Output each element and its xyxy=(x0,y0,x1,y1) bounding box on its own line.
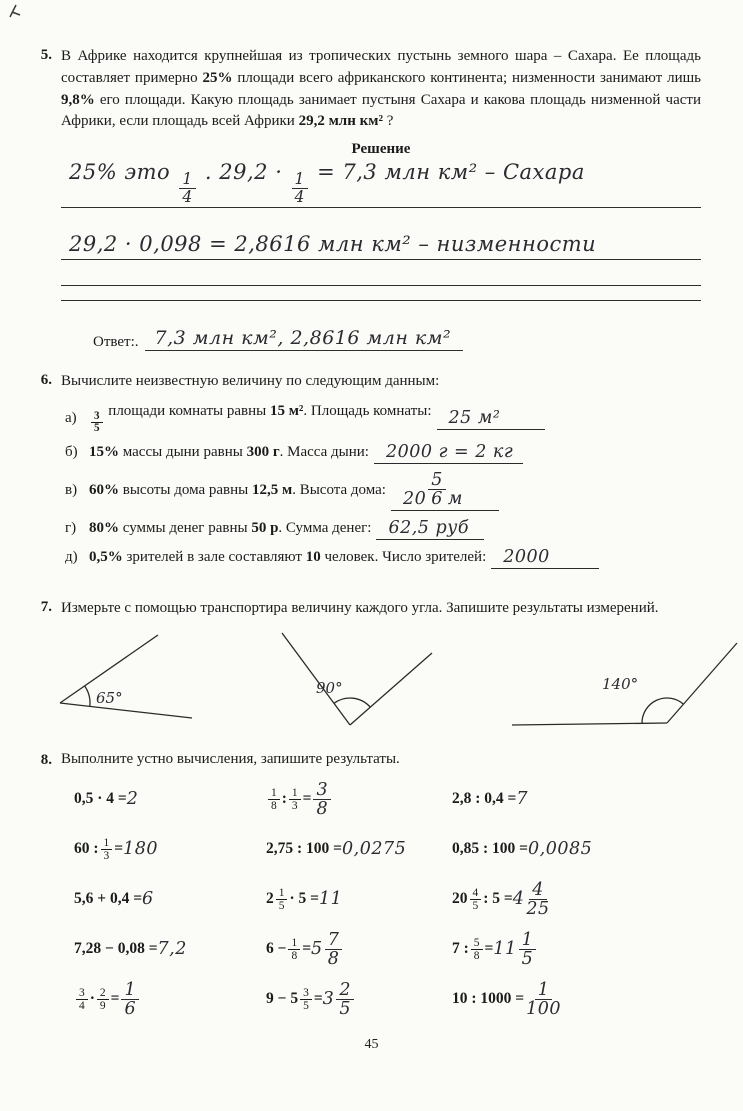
handwritten-solution-line-1 xyxy=(69,160,585,205)
math-expression xyxy=(266,924,452,974)
printed-text: : 5 = xyxy=(483,890,513,908)
math-expression xyxy=(266,874,452,924)
fraction: $\frac{3}{5}$ xyxy=(91,411,103,435)
handwritten-text: 11 xyxy=(493,939,517,960)
printed-text: его площади. Какую площадь занимает пустыня Сахара и какова площадь низменной части Африки, если площадь всей Африки xyxy=(61,91,701,130)
fraction: $\frac{5}{6}$ xyxy=(428,471,446,509)
printed-text: 25% xyxy=(202,69,233,86)
solution-heading: Решение xyxy=(351,141,411,157)
math-expression xyxy=(452,874,701,924)
handwritten-text: 0,0275 xyxy=(342,839,407,860)
item-statement xyxy=(89,549,486,566)
fraction: $\frac{2}{5}$ xyxy=(336,981,354,1019)
handwritten-answer-field xyxy=(437,408,545,430)
fraction: $\frac{1}{5}$ xyxy=(519,931,537,969)
problem-7 xyxy=(30,598,701,620)
printed-text: 9 − 5 xyxy=(266,990,299,1008)
printed-text: 300 г xyxy=(246,444,280,461)
angle-1-measure: 65° xyxy=(96,689,123,708)
math-expression xyxy=(74,774,266,824)
answer-row xyxy=(61,327,701,351)
problem-7-title: Измерьте с помощью транспортира величину каждого угла. Запишите результаты измерений. xyxy=(61,599,659,616)
math-expression xyxy=(74,974,266,1024)
handwritten-text: 7,3 млн км², 2,8616 млн км² xyxy=(154,327,452,350)
printed-text: = xyxy=(313,990,323,1008)
problem-5-number: 5. xyxy=(40,47,52,63)
handwritten-text: 3 xyxy=(322,989,335,1010)
handwritten-text: 4 xyxy=(512,889,525,910)
item-statement xyxy=(89,403,432,435)
handwritten-text: 0,0085 xyxy=(528,839,593,860)
problem-5-text xyxy=(61,46,701,133)
printed-text: высоты дома равны xyxy=(119,482,252,499)
handwritten-text: м xyxy=(447,488,463,509)
problem-8-title: Выполните устно вычисления, запишите результаты. xyxy=(61,751,400,768)
angle-2-measure: 90° xyxy=(316,679,343,698)
fraction: $\frac{1}{8}$ xyxy=(268,787,280,812)
printed-text: 6 − xyxy=(266,940,287,958)
problem-5 xyxy=(30,46,701,351)
handwritten-text: 2000 г = 2 кг xyxy=(385,441,514,462)
fraction: $\frac{5}{8}$ xyxy=(471,937,483,962)
handwritten-text: 29,2 · 0,098 = 2,8616 млн км² – низменности xyxy=(69,232,597,257)
printed-text: 80% xyxy=(89,520,119,537)
fraction: $\frac{1}{4}$ xyxy=(179,171,195,205)
printed-text: человек. Число зрителей: xyxy=(320,549,487,566)
angle-3-measure: 140° xyxy=(602,675,639,694)
problem-8-number: 8. xyxy=(40,752,52,769)
fraction: $\frac{2}{9}$ xyxy=(97,987,109,1012)
printed-text: 10 : 1000 = xyxy=(452,990,525,1008)
printed-text: 60 : xyxy=(74,840,99,858)
problem-6-item-a xyxy=(61,403,701,435)
angle-figure-3 xyxy=(512,643,737,725)
math-expression xyxy=(452,774,701,824)
math-expression xyxy=(74,824,266,874)
printed-text: ? xyxy=(382,113,394,130)
problem-6-item-g xyxy=(61,518,701,540)
fraction: $\frac{1}{3}$ xyxy=(289,787,301,812)
handwritten-text: 2 xyxy=(126,789,139,810)
printed-text: 15 м² xyxy=(269,402,304,419)
printed-text: 2 xyxy=(266,890,274,908)
handwritten-answer-field xyxy=(374,442,523,464)
item-label: б) xyxy=(65,444,78,461)
handwritten-text: 62,5 руб xyxy=(388,517,469,538)
problem-6-item-v xyxy=(61,471,701,511)
printed-text: . Сумма денег: xyxy=(278,520,372,537)
item-statement xyxy=(89,482,386,499)
handwritten-solution-line-2 xyxy=(69,232,596,257)
fraction: $\frac{1}{5}$ xyxy=(276,887,288,912)
solution-ruled-line-empty xyxy=(61,286,701,301)
solution-ruled-line-2 xyxy=(61,208,701,260)
handwritten-text: 7,2 xyxy=(157,939,187,960)
fraction: $\frac{1}{6}$ xyxy=(121,981,139,1019)
printed-text: 7 : xyxy=(452,940,469,958)
printed-text: 60% xyxy=(89,482,119,499)
item-label: д) xyxy=(65,549,78,566)
problem-6-item-d xyxy=(61,547,701,569)
problem-8-column-3 xyxy=(452,774,701,1024)
problem-8-grid xyxy=(30,774,701,1024)
angle-figure-2 xyxy=(282,633,432,725)
printed-text: 0,5 · 4 = xyxy=(74,790,127,808)
math-expression xyxy=(266,824,452,874)
printed-text: · xyxy=(89,990,95,1008)
handwritten-text: 180 xyxy=(123,839,159,860)
page-number: 45 xyxy=(364,1037,379,1052)
handwritten-text: 6 xyxy=(142,889,154,910)
problem-7-number: 7. xyxy=(40,598,52,615)
problem-8-column-2 xyxy=(266,774,452,1024)
printed-text: зрителей в зале составляют xyxy=(122,549,306,566)
printed-text: : xyxy=(281,790,287,808)
angle-figure-1 xyxy=(60,635,192,718)
item-label: в) xyxy=(65,482,78,499)
printed-text: = xyxy=(302,940,312,958)
handwritten-text: 2000 xyxy=(503,546,550,567)
printed-text: 9,8% xyxy=(61,91,95,108)
fraction: $\frac{3}{5}$ xyxy=(300,987,312,1012)
math-expression xyxy=(452,974,701,1024)
handwritten-text: 5 xyxy=(311,939,323,960)
printed-text: 0,5% xyxy=(89,549,123,566)
handwritten-text: = 7,3 млн км² – Сахара xyxy=(309,160,585,184)
math-expression xyxy=(266,974,452,1024)
handwritten-text: 7 xyxy=(516,789,529,810)
handwritten-text: 25 м² xyxy=(448,407,501,428)
fraction: $\frac{1}{100}$ xyxy=(526,979,562,1019)
printed-text: 12,5 м xyxy=(252,482,293,499)
printed-text: = xyxy=(110,990,120,1008)
item-label: г) xyxy=(65,520,77,537)
math-expression xyxy=(74,874,266,924)
printed-text: 10 xyxy=(305,549,321,566)
handwritten-answer-field xyxy=(391,471,499,511)
printed-text: . Высота дома: xyxy=(292,482,386,499)
handwritten-answer-field xyxy=(376,518,484,540)
fraction: $\frac{1}{3}$ xyxy=(101,837,113,862)
answer-label: Ответ:. xyxy=(93,334,139,351)
handwritten-text: 11 xyxy=(319,889,343,910)
solution-ruled-line-1 xyxy=(61,160,701,208)
scan-artifact-mark xyxy=(6,3,26,21)
angle-figures xyxy=(30,623,701,741)
fraction: $\frac{7}{8}$ xyxy=(325,931,343,969)
math-expression xyxy=(74,924,266,974)
printed-text: массы дыни равны xyxy=(119,444,247,461)
printed-text: 2,8 : 0,4 = xyxy=(452,790,517,808)
item-label: а) xyxy=(65,410,77,427)
problem-6-item-b xyxy=(61,442,701,464)
printed-text: = xyxy=(302,790,312,808)
handwritten-text: 25% это xyxy=(69,160,178,184)
printed-text: 5,6 + 0,4 = xyxy=(74,890,143,908)
handwritten-text: 20 xyxy=(402,488,427,509)
handwritten-answer-field xyxy=(491,547,599,569)
fraction: $\frac{3}{4}$ xyxy=(76,987,88,1012)
handwritten-answer xyxy=(145,327,463,351)
item-statement xyxy=(89,444,369,461)
handwritten-text: . 29,2 · xyxy=(197,160,290,184)
problem-6 xyxy=(30,371,701,576)
printed-text: 29,2 млн км² xyxy=(298,113,383,130)
fraction: $\frac{1}{8}$ xyxy=(288,937,300,962)
math-expression xyxy=(266,774,452,824)
printed-text: = xyxy=(484,940,494,958)
math-expression xyxy=(452,824,701,874)
printed-text: 2,75 : 100 = xyxy=(266,840,342,858)
problem-6-title: Вычислите неизвестную величину по следующим данным: xyxy=(61,373,440,390)
problem-8-column-1 xyxy=(74,774,266,1024)
printed-text: 20 xyxy=(452,890,468,908)
printed-text: 0,85 : 100 = xyxy=(452,840,528,858)
printed-text: 50 р xyxy=(251,520,279,537)
fraction: $\frac{4}{25}$ xyxy=(526,879,550,919)
printed-text: суммы денег равны xyxy=(119,520,252,537)
printed-text: площади всего африканского континента; низменности занимают лишь xyxy=(232,69,701,86)
fraction: $\frac{1}{4}$ xyxy=(292,171,308,205)
solution-ruled-line-empty xyxy=(61,260,701,286)
printed-text: = xyxy=(114,840,124,858)
printed-text: · 5 = xyxy=(289,890,319,908)
fraction: $\frac{4}{5}$ xyxy=(470,887,482,912)
printed-text: 15% xyxy=(89,444,119,461)
item-statement xyxy=(89,520,371,537)
printed-text: 7,28 − 0,08 = xyxy=(74,940,158,958)
fraction: $\frac{3}{8}$ xyxy=(313,781,331,819)
problem-6-number: 6. xyxy=(40,372,52,389)
problem-8 xyxy=(30,751,701,774)
printed-text: площади комнаты равны xyxy=(104,402,270,419)
printed-text: . Площадь комнаты: xyxy=(303,402,432,419)
printed-text: В Африке находится крупнейшая из тропических пустынь земного шара – Сахара. Ее площадь составляет примерно xyxy=(61,48,701,86)
printed-text: . Масса дыни: xyxy=(279,444,369,461)
math-expression xyxy=(452,924,701,974)
